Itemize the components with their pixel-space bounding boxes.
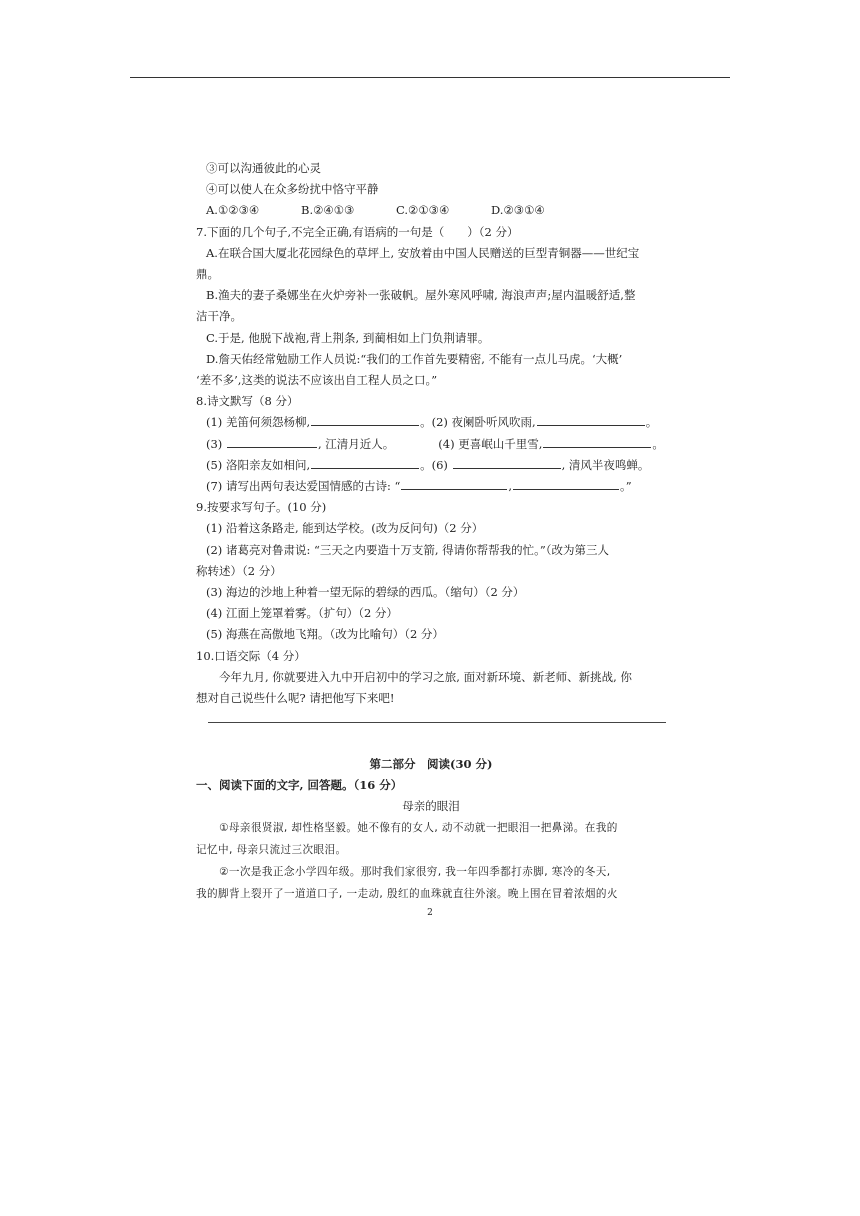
q10-answer-line (208, 722, 666, 723)
part2-title: 第二部分 阅读(30 分) (369, 757, 493, 772)
q7-option-b: B.渔夫的妻子桑娜坐在火炉旁补一张破帆。屋外寒风呼啸, 海浪声声;屋内温暖舒适,整 (206, 288, 636, 303)
q8-4-text: (4) 更喜岷山千里雪, (438, 436, 543, 451)
q8-3-label: (3) (206, 436, 223, 451)
q8-row-4 (196, 476, 666, 497)
page-number: 2 (427, 908, 433, 918)
reading-section-title: 一、阅读下面的文字, 回答题。（16 分） (196, 778, 403, 793)
q8-3-blank (227, 435, 317, 448)
q8-2-end: 。 (645, 415, 658, 430)
q8-6-blank (453, 456, 561, 469)
q9-item-3: (3) 海边的沙地上种着一望无际的碧绿的西瓜。（缩句）（2 分） (206, 585, 525, 600)
q6-option-b: B.②④①③ (301, 203, 355, 218)
q7-option-a-cont: 鼎。 (196, 267, 219, 282)
header-rule (130, 77, 730, 78)
q8-6-label: 。(6) (420, 457, 448, 472)
article-paragraph-1-cont: 记忆中, 母亲只流过三次眼泪。 (196, 844, 347, 857)
article-title: 母亲的眼泪 (402, 799, 460, 814)
q6-option-d: D.②③①④ (491, 203, 545, 218)
q7-option-b-cont: 洁干净。 (196, 309, 242, 324)
q9-item-1: (1) 沿着这条路走, 能到达学校。(改为反问句)（2 分） (206, 521, 484, 536)
q8-stem: 8.诗文默写（8 分） (196, 394, 299, 409)
q7-option-d: D.詹天佑经常勉励工作人员说:“我们的工作首先要精密, 不能有一点儿马虎。‘大概’ (206, 351, 623, 366)
q9-item-5: (5) 海燕在高傲地飞翔。（改为比喻句）（2 分） (206, 627, 444, 642)
q8-5-blank (311, 456, 419, 469)
q9-item-2: (2) 诸葛亮对鲁肃说: “三天之内要造十万支箭, 得请你帮帮我的忙。”（改为第三人 (206, 542, 610, 557)
q7-stem: 7.下面的几个句子,不完全正确,有语病的一句是（ ）（2 分） (196, 224, 519, 239)
q7-option-d-cont: ‘差不多’,这类的说法不应该出自工程人员之口。” (196, 373, 438, 388)
q9-item-4: (4) 江面上笼罩着雾。（扩句）（2 分） (206, 606, 398, 621)
q6-option-c: C.②①③④ (396, 203, 450, 218)
q10-prompt-cont: 想对自己说些什么呢? 请把他写下来吧! (196, 691, 395, 706)
q8-1-text: (1) 羌笛何须怨杨柳, (206, 415, 311, 430)
q8-6-text: , 清风半夜鸣蝉。 (561, 457, 650, 472)
q8-5-text: (5) 洛阳亲友如相问, (206, 457, 311, 472)
q6-options (196, 200, 666, 221)
q8-row-2 (196, 434, 666, 455)
q8-2-text: 。(2) 夜阑卧听风吹雨, (420, 415, 536, 430)
q8-7-text: (7) 请写出两句表达爱国情感的古诗: “ (206, 479, 401, 494)
q6-option-a: A.①②③④ (206, 203, 260, 218)
q8-row-1 (196, 412, 666, 433)
q8-7-blank-1 (401, 477, 507, 490)
q8-7-end: 。” (620, 479, 632, 494)
q8-row-3 (196, 455, 666, 476)
q8-7-blank-2 (513, 477, 619, 490)
q8-7-sep: , (508, 479, 513, 494)
exam-page (196, 158, 666, 905)
article-paragraph-2-cont: 我的脚背上裂开了一道道口子, 一走动, 殷红的血珠就直往外滚。晚上围在冒着浓烟的火 (196, 888, 618, 901)
q8-3-text: , 江清月近人。 (317, 436, 395, 451)
q8-4-blank (543, 435, 651, 448)
q8-4-end: 。 (652, 436, 664, 451)
q9-stem: 9.按要求写句子。(10 分) (196, 500, 327, 515)
q8-1-blank (311, 413, 419, 426)
q7-option-c: C.于是, 他脱下战袍,背上荆条, 到蔺相如上门负荆请罪。 (206, 330, 490, 345)
q6-item-4: ④可以使人在众多纷扰中恪守平静 (206, 182, 379, 197)
q7-option-a: A.在联合国大厦北花园绿色的草坪上, 安放着由中国人民赠送的巨型青铜器——世纪宝 (206, 245, 640, 260)
q9-item-2-cont: 称转述）（2 分） (196, 563, 282, 578)
q8-2-blank (537, 413, 645, 426)
q10-stem: 10.口语交际（4 分） (196, 648, 306, 663)
q6-item-3: ③可以沟通彼此的心灵 (206, 161, 321, 175)
article-paragraph-2: ②一次是我正念小学四年级。那时我们家很穷, 我一年四季都打赤脚, 寒冷的冬天, (219, 866, 611, 879)
q10-prompt: 今年九月, 你就要进入九中开启初中的学习之旅, 面对新环境、新老师、新挑战, 你 (219, 669, 632, 684)
article-paragraph-1: ①母亲很贤淑, 却性格坚毅。她不像有的女人, 动不动就一把眼泪一把鼻涕。在我的 (219, 822, 618, 835)
